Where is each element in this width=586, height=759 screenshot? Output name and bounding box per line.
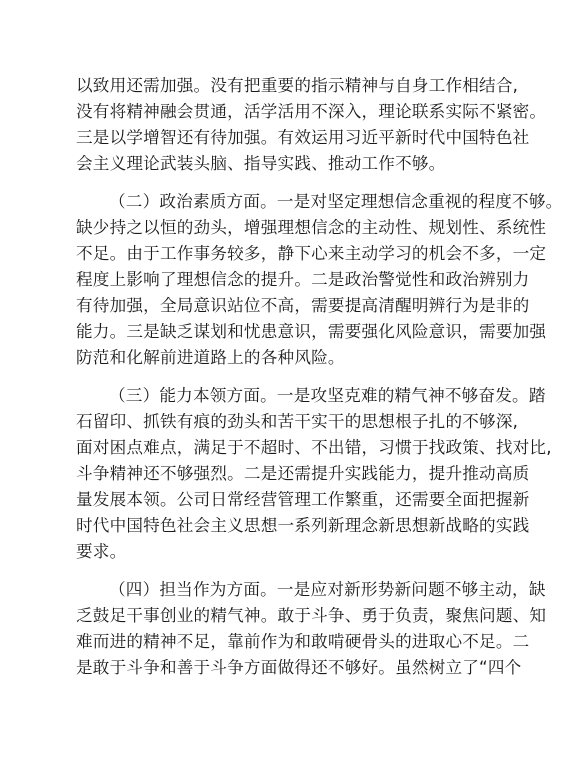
text-line-17: 时代中国特色社会主义思想一系列新理念新思想新战略的实践: [76, 516, 530, 535]
text-line-10: 能力。三是缺乏谋划和忧患意识，需要强化风险意识，需要加强: [76, 322, 547, 341]
text-line-3: 三是以学增智还有待加强。有效运用习近平新时代中国特色社: [76, 128, 530, 147]
text-line-13: 石留印、抓铁有痕的劲头和苦干实干的思想根子扎的不够深,: [76, 412, 519, 431]
text-line-16: 量发展本领。公司日常经营管理工作繁重，还需要全面把握新: [76, 490, 530, 509]
text-line-6: 缺少持之以恒的劲头，增强理想信念的主动性、规划性、系统性: [76, 218, 547, 237]
text-line-21: 难而进的精神不足，靠前作为和敢啃硬骨头的进取心不足。二: [76, 632, 530, 651]
section-heading-responsibility: （四）担当作为方面。一是应对新形势新问题不够主动，缺: [109, 580, 546, 599]
text-line-8: 程度上影响了理想信念的提升。二是政治警觉性和政治辨别力: [76, 270, 530, 289]
text-line-11: 防范和化解前进道路上的各种风险。: [76, 348, 345, 367]
text-line-20: 乏鼓足干事创业的精气神。敢于斗争、勇于负责，聚焦问题、知: [76, 606, 547, 625]
text-line-15: 斗争精神还不够强烈。二是还需提升实践能力，提升推动高质: [76, 464, 530, 483]
text-line-1: 以致用还需加强。没有把重要的指示精神与自身工作相结合,: [76, 76, 519, 95]
section-heading-political: （二）政治素质方面。一是对坚定理想信念重视的程度不够。: [109, 192, 563, 211]
text-line-9: 有待加强，全局意识站位不高，需要提高清醒明辨行为是非的: [76, 296, 530, 315]
text-line-18: 要求。: [76, 542, 127, 561]
text-line-2: 没有将精神融会贯通，活学活用不深入，理论联系实际不紧密。: [76, 102, 547, 121]
text-line-14: 面对困点难点，满足于不超时、不出错，习惯于找政策、找对比,: [76, 438, 552, 457]
text-line-22: 是敢于斗争和善于斗争方面做得还不够好。虽然树立了“四个: [76, 658, 522, 677]
text-line-7: 不足。由于工作事务较多，静下心来主动学习的机会不多，一定: [76, 244, 547, 263]
section-heading-ability: （三）能力本领方面。一是攻坚克难的精气神不够奋发。踏: [109, 386, 546, 405]
text-line-4: 会主义理论武装头脑、指导实践、推动工作不够。: [76, 154, 446, 173]
